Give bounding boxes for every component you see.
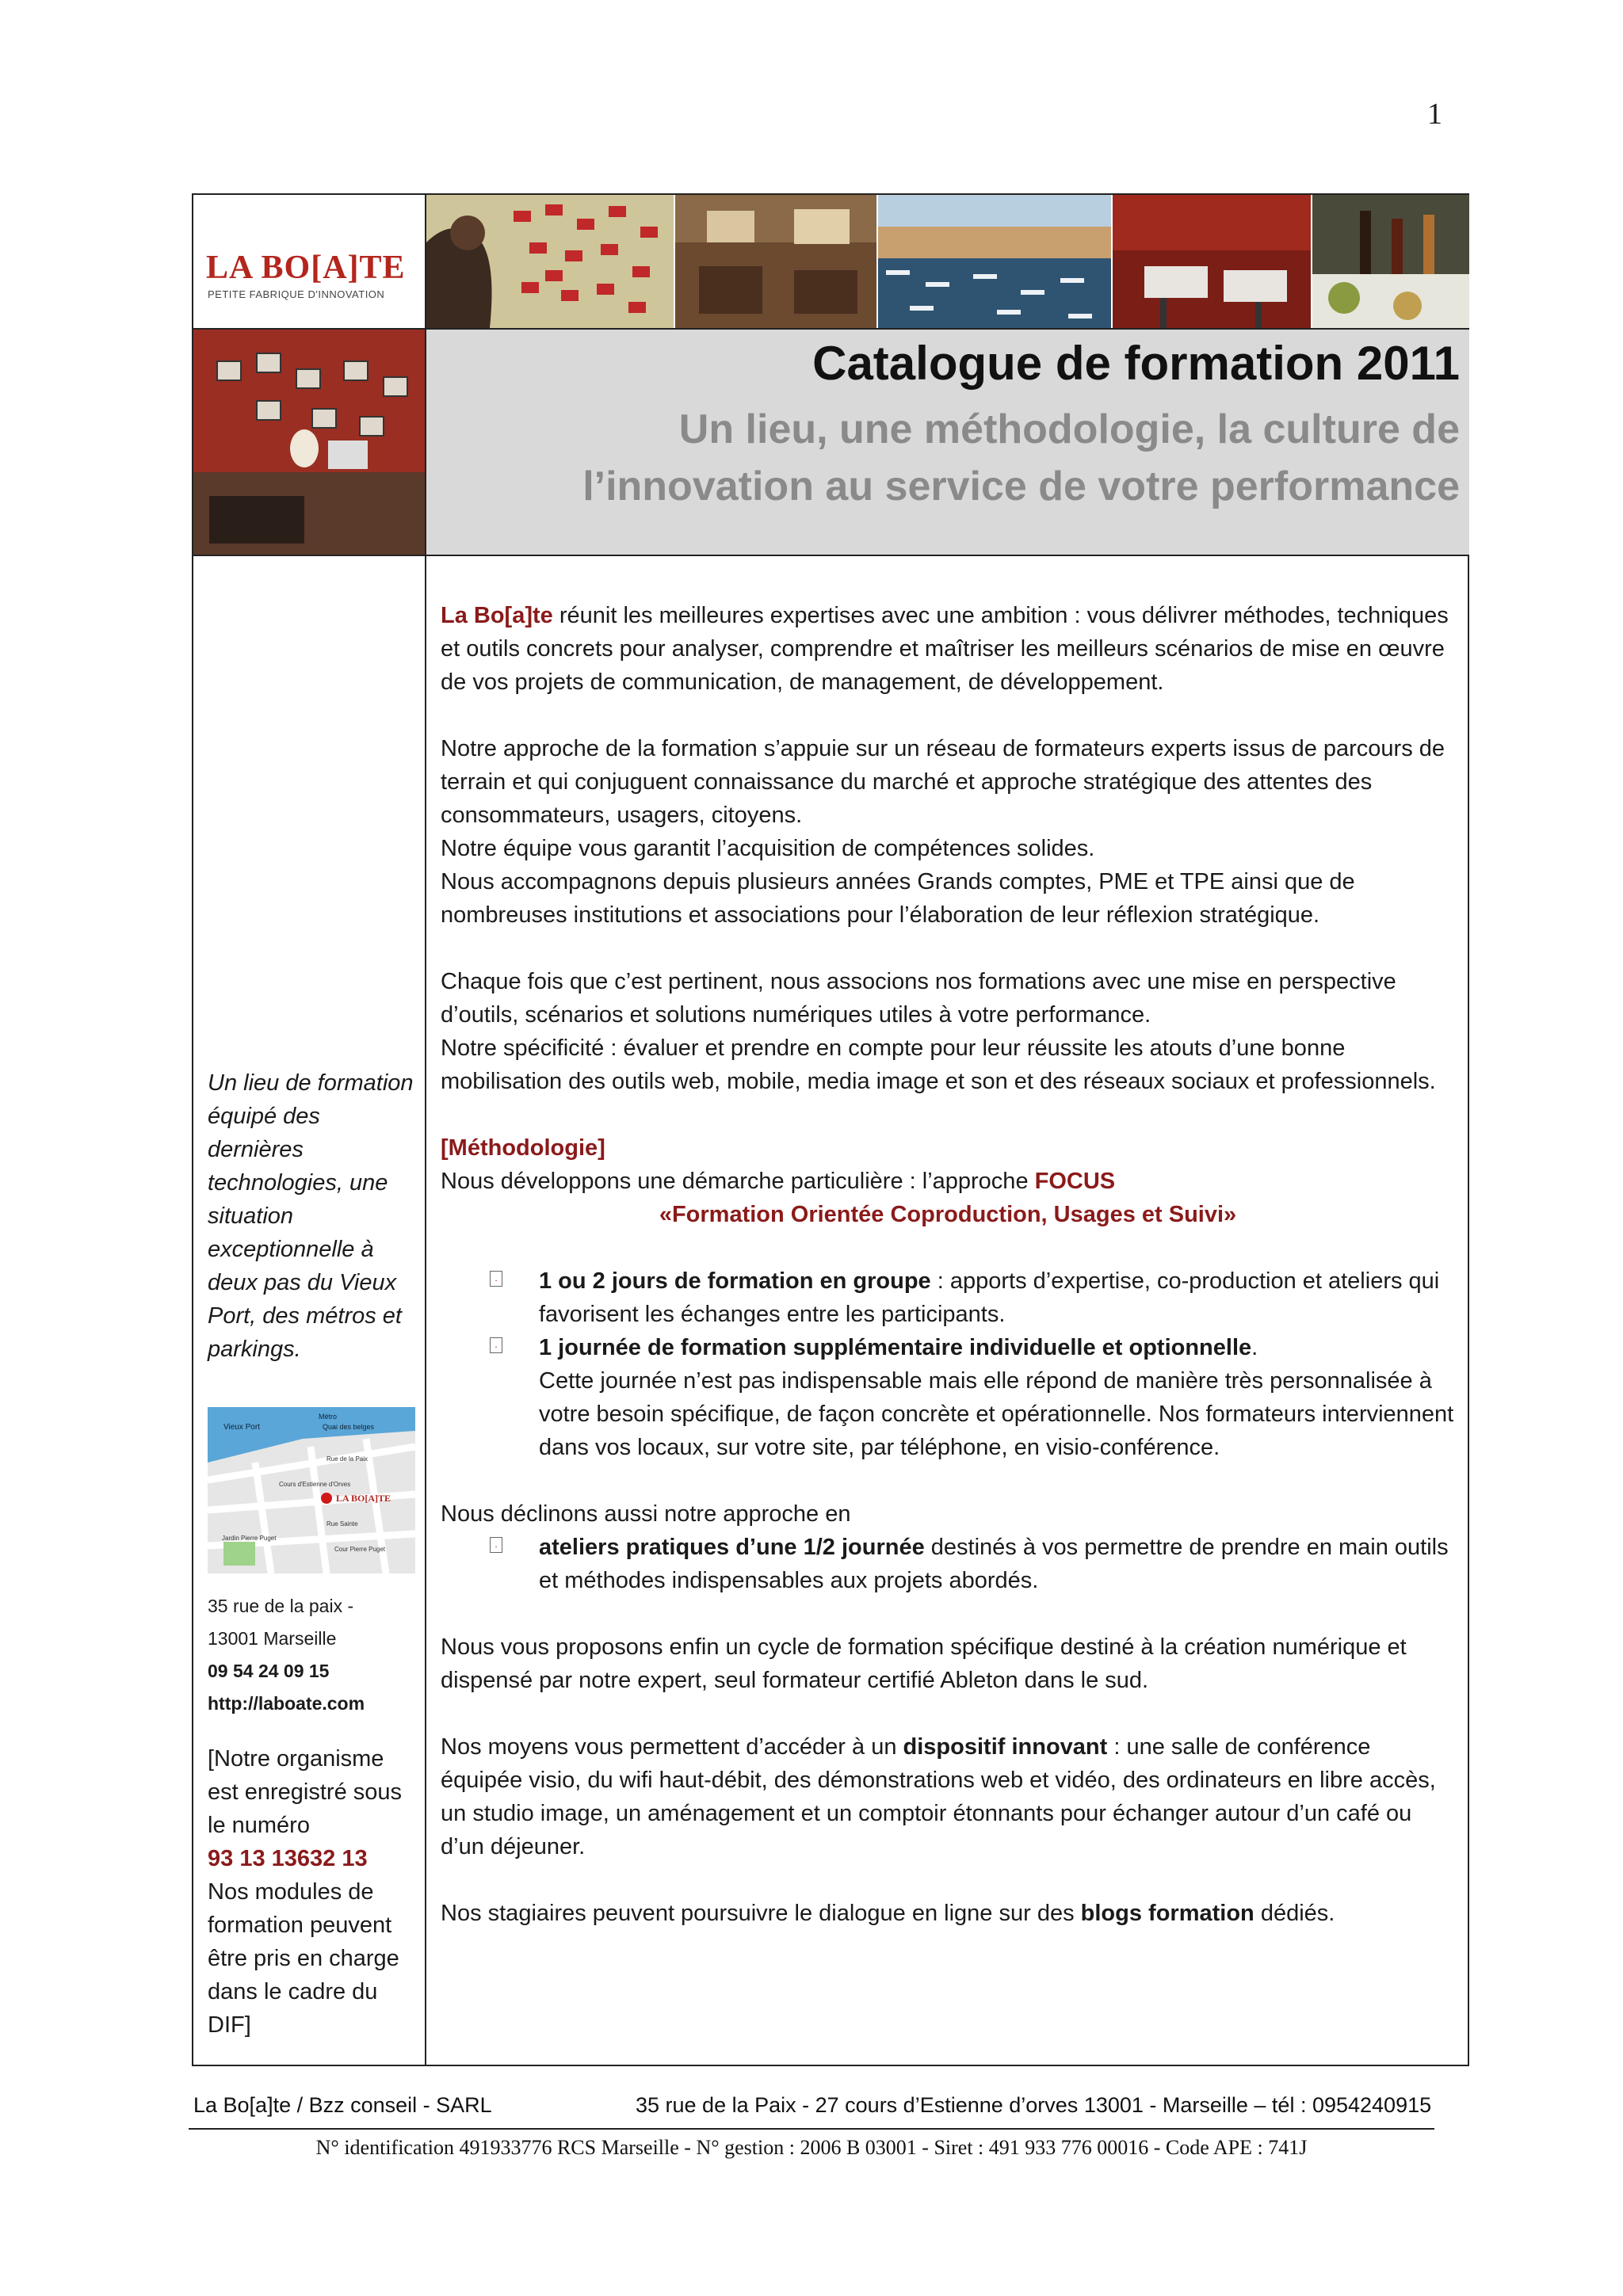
bullet-3-bold: ateliers pratiques d’une 1/2 journée — [539, 1535, 925, 1560]
paragraph-approach: Notre approche de la formation s’appuie sur un réseau de formateurs experts issus de parcours de terrain et qui conjuguent connaissance du marché et approche stratégique des attentes des consommateurs, usagers, citoyens. — [441, 736, 1445, 828]
map-label-jardin: Jardin Pierre Puget — [222, 1535, 277, 1542]
sidebar-address — [208, 1590, 414, 1720]
map-label-vieux-port: Vieux Port — [223, 1423, 260, 1432]
photo-interior — [675, 195, 876, 328]
list-item — [441, 1264, 1455, 1331]
paragraph-facilities — [441, 1730, 1455, 1863]
logo-name: LA BO[A]TE — [206, 250, 406, 286]
column-divider — [425, 195, 426, 2065]
footer-legal: N° identification 491933776 RCS Marseille - N° gestion : 2006 B 03001 - Siret : 491 933 776 00016 - Code APE : 741J — [315, 2136, 1308, 2159]
photo-brainstorm — [426, 195, 674, 328]
paragraph-ableton: Nous vous proposons enfin un cycle de formation spécifique destiné à la création numérique et dispensé par notre expert, seul formateur certifié Ableton dans le sud. — [441, 1634, 1407, 1693]
title-block — [426, 330, 1469, 555]
paragraph-intro — [441, 599, 1455, 699]
logo-tagline: PETITE FABRIQUE D'INNOVATION — [208, 288, 385, 300]
dif-text: Nos modules de formation peuvent être pris en charge dans le cadre du DIF] — [208, 1879, 399, 2038]
paragraph-clients: Nous accompagnons depuis plusieurs années Grands comptes, PME et TPE ainsi que de nombreuses institutions et associations pour l’élaboration de leur réflexion stratégique. — [441, 869, 1355, 928]
map-label-quai: Quai des belges — [323, 1423, 375, 1431]
paragraph-digital: Chaque fois que c’est pertinent, nous associons nos formations avec une mise en perspective d’outils, scénarios et solutions numériques utiles à votre performance. — [441, 969, 1396, 1028]
bullet-1-text: : apports d’expertise, co-production et ateliers qui favorisent les échanges entre les participants. — [539, 1268, 1440, 1327]
photo-vieux-port — [878, 195, 1111, 328]
bullet-icon: . — [490, 1271, 502, 1287]
bullet-2-dot: . — [1251, 1335, 1258, 1360]
divider — [193, 555, 1468, 556]
map-label-metro: Métro — [319, 1413, 338, 1421]
bullet-icon: . — [490, 1337, 502, 1353]
facilities-bold: dispositif innovant — [903, 1734, 1108, 1760]
focus-expansion: «Formation Orientée Coproduction, Usages et Suivi» — [659, 1202, 1237, 1227]
paragraph-blogs — [441, 1897, 1455, 1930]
blogs-bold: blogs formation — [1080, 1901, 1254, 1926]
document-frame — [192, 193, 1469, 2066]
subtitle-line-2: l’innovation au service de votre performance — [582, 463, 1460, 509]
footer-right: 35 rue de la Paix - 27 cours d’Estienne d’orves 13001 - Marseille – tél : 0954240915 — [636, 2093, 1432, 2117]
map-label-rue-paix: Rue de la Paix — [327, 1455, 369, 1463]
map-label-rue-sainte: Rue Sainte — [327, 1520, 358, 1527]
intro-text: réunit les meilleures expertises avec une ambition : vous délivrer méthodes, techniques et outils concrets pour analyser, comprendre et maîtriser les meilleurs scénarios de mise en œuvre de vos projets de communication, de management, de développement. — [441, 603, 1449, 695]
main-content — [441, 599, 1455, 1930]
footer-divider — [189, 2128, 1434, 2130]
bullet-2-bold: 1 journée de formation supplémentaire individuelle et optionnelle — [539, 1335, 1252, 1360]
blogs-after: dédiés. — [1254, 1901, 1335, 1926]
sidebar-intro: Un lieu de formation équipé des dernières technologies, une situation exceptionnelle à deux pas du Vieux Port, des métros et parkings. — [208, 1070, 414, 1362]
address-line-2: 13001 Marseille — [208, 1628, 337, 1649]
page-title: Catalogue de formation 2011 — [812, 337, 1460, 390]
paragraph-specificity: Notre spécificité : évaluer et prendre en compte pour leur réussite les atouts d’une bonne mobilisation des outils web, mobile, media image et son et des réseaux sociaux et professionnels. — [441, 1035, 1436, 1094]
page-number: 1 — [1427, 97, 1442, 131]
subtitle-line-1: Un lieu, une méthodologie, la culture de — [678, 406, 1460, 452]
methodology-intro: Nous développons une démarche particulière : l’approche — [441, 1169, 1035, 1194]
list-item — [441, 1531, 1455, 1597]
map-label-cour-puget: Cour Pierre Puget — [334, 1546, 386, 1553]
bullet-2-text: Cette journée n’est pas indispensable mais elle répond de manière très personnalisée à votre besoin spécifique, de façon concrète et opérationnelle. Nos formateurs interviennent dans vos locaux, sur votre site, par téléphone, en visio-conférence. — [539, 1368, 1454, 1460]
list-item — [441, 1331, 1455, 1464]
registration-note — [208, 1742, 414, 2042]
registration-number: 93 13 13632 13 — [208, 1846, 368, 1871]
footer-left: La Bo[a]te / Bzz conseil - SARL — [193, 2093, 492, 2117]
bullet-3-text: destinés à vos permettre de prendre en main outils et méthodes indispensables aux projets abordés. — [539, 1535, 1449, 1593]
blogs-before: Nos stagiaires peuvent poursuivre le dialogue en ligne sur des — [441, 1901, 1081, 1926]
phone-number: 09 54 24 09 15 — [208, 1661, 330, 1681]
photo-meeting-room — [1113, 195, 1311, 328]
map-label-laboate: LA BO[A]TE — [336, 1493, 391, 1504]
bullet-1-bold: 1 ou 2 jours de formation en groupe — [539, 1268, 931, 1294]
facilities-before: Nos moyens vous permettent d’accéder à un — [441, 1734, 903, 1760]
facilities-after: : une salle de conférence équipée visio, du wifi haut-débit, des démonstrations web et vidéo, des ordinateurs en libre accès, un studio image, un aménagement et un comptoir étonnants pour échanger autour d’un café ou d’un déjeuner. — [441, 1734, 1436, 1859]
address-line-1: 35 rue de la paix - — [208, 1596, 354, 1616]
registration-text: [Notre organisme est enregistré sous le numéro — [208, 1746, 403, 1838]
subtitle — [509, 401, 1460, 515]
location-map — [208, 1407, 415, 1573]
sidebar — [208, 1066, 414, 2042]
paragraph-team: Notre équipe vous garantit l’acquisition de compétences solides. — [441, 836, 1095, 861]
website-link[interactable]: http://laboate.com — [208, 1693, 365, 1714]
photo-lounge — [193, 330, 425, 555]
map-label-cours: Cours d'Estienne d'Orves — [279, 1481, 351, 1488]
methodology-text — [441, 1165, 1455, 1198]
paragraph-workshops: Nous déclinons aussi notre approche en — [441, 1501, 851, 1527]
photo-buffet — [1312, 195, 1469, 328]
methodology-heading: [Méthodologie] — [441, 1135, 605, 1161]
logo — [193, 195, 425, 328]
focus-label: FOCUS — [1034, 1169, 1116, 1194]
bullet-icon: . — [490, 1537, 502, 1553]
brand-name: La Bo[a]te — [441, 603, 553, 628]
